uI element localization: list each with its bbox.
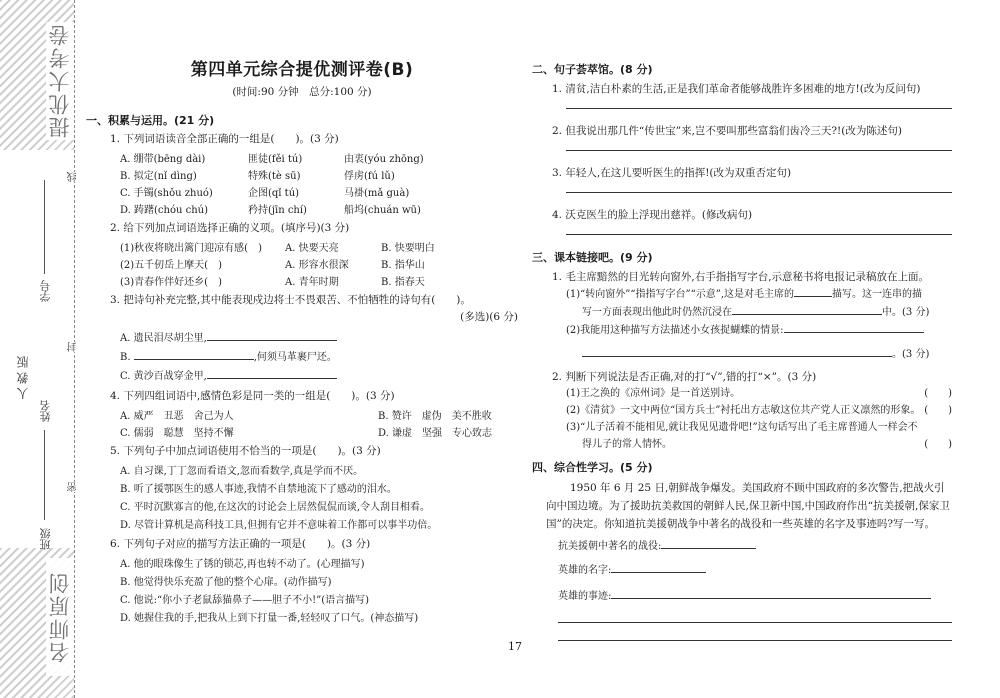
s3-q1a-mid: 描写。这一连串的描 — [832, 289, 923, 300]
s2-q3-answer-line[interactable] — [566, 191, 952, 193]
name-blank[interactable] — [44, 430, 45, 520]
q1-d2: 矜持(jīn chí) — [248, 205, 307, 216]
q3-c-text: C. 黄沙百战穿金甲, — [120, 371, 207, 382]
s2-q1: 1. 清贫,洁白朴素的生活,正是我们革命者能够战胜许多困难的地方!(改为反问句) — [552, 83, 921, 95]
q3-c-blank[interactable] — [207, 367, 337, 379]
s4-deed-label: 英雄的事迹: — [558, 591, 612, 602]
q4-a[interactable]: A. 威严 丑恶 舍己为人 — [120, 411, 234, 422]
s2-q2: 2. 但我说出那几件“传世宝”来,岂不要叫那些富翁们齿冷三天?!(改为陈述句) — [552, 125, 902, 137]
s4-hero-blank[interactable] — [611, 561, 706, 573]
q2-2: (2)五千仞岳上摩天( ) — [120, 260, 222, 271]
s3-q2-item1-text: (1)王之涣的《凉州词》是一首送别诗。 — [566, 388, 741, 399]
s3-q2-item1 — [566, 385, 952, 402]
s3-q1b-blank1[interactable] — [784, 321, 924, 333]
name-label: 姓名 — [39, 400, 52, 422]
page-title: 第四单元综合提优测评卷(B) — [190, 60, 414, 80]
q1-d1[interactable]: D. 踌躇(chóu chú) — [120, 205, 208, 216]
s4-hero-row — [558, 561, 952, 579]
s3-q1b-blank2[interactable] — [582, 345, 892, 357]
q2-1: (1)秋夜将晓出篱门迎凉有感( ) — [120, 243, 262, 254]
s3-q1b-line2 — [582, 345, 952, 363]
cut-word-secret: 密 — [68, 482, 79, 492]
s3-q1a-pre: (1)“转向窗外”“指指写字台”“示意”,这是对毛主席的 — [566, 289, 795, 300]
q3-line-c — [120, 367, 518, 386]
class-label: 班级 — [39, 528, 52, 550]
q2-3b: B. 指春天 — [381, 277, 425, 288]
q1-b1[interactable]: B. 拟定(nǐ dìng) — [120, 171, 197, 182]
q4-b[interactable]: B. 赞许 虚伪 美不胜收 — [378, 411, 492, 422]
cut-word-line: 线 — [68, 172, 79, 182]
s3-q2-item2-text: (2)《清贫》一文中两位“国方兵士”衬托出方志敏这位共产党人正义凛然的形象。 — [566, 405, 921, 416]
s3-q1a-line2-pre: 写一方面表现出他此时仍然沉浸在 — [582, 307, 732, 318]
q2-3a: A. 青年时期 — [285, 277, 339, 288]
s3-q1: 1. 毛主席黯然的目光转向窗外,右手指指写字台,示意秘书将电报记录稿放在上面。 — [552, 271, 930, 283]
q1-a2: 匪徒(fěi tú) — [248, 154, 303, 165]
s4-deed-blank1[interactable] — [611, 587, 931, 599]
cut-word-seal: 封 — [68, 342, 79, 352]
q4-d[interactable]: D. 谦虚 坚强 专心致志 — [378, 428, 493, 439]
s4-deed-blank2[interactable] — [558, 621, 952, 623]
question-5-stem: 5. 下列句子中加点词语使用不恰当的一项是( )。(3 分) — [110, 445, 381, 457]
question-2-options — [120, 240, 518, 291]
question-1-options — [120, 151, 518, 219]
edition-label: 人 教 版 — [16, 356, 30, 400]
q3-a-blank[interactable] — [207, 329, 337, 341]
section-4-heading: 四、综合性学习。(5 分) — [532, 461, 653, 474]
q2-1b: B. 快要明白 — [381, 243, 435, 254]
student-no-label: 学号 — [39, 280, 52, 302]
binding-sidebar — [0, 0, 78, 698]
s3-q2-item3-answer[interactable]: ( ) — [924, 439, 952, 450]
question-1-stem: 1. 下列词语读音全部正确的一组是( )。(3 分) — [110, 133, 339, 145]
q6-b[interactable]: B. 他觉得快乐充盈了他的整个心扉。(动作描写) — [120, 577, 332, 588]
s3-q2-item3: (3)“儿子活着不能相见,就让我见见遗骨吧!”这句话写出了毛主席普通人一样会不 — [566, 422, 918, 433]
q6-c[interactable]: C. 他说:“你小子老鼠舔猫鼻子——胆子不小!”(语言描写) — [120, 595, 370, 606]
s3-q2-item2-answer[interactable]: ( ) — [924, 405, 952, 416]
left-column — [86, 55, 518, 628]
q1-a3: 由衷(yóu zhōng) — [344, 154, 424, 165]
s4-paragraph: 1950 年 6 月 25 日,朝鲜战争爆发。美国政府不顾中国政府的多次警告,把战火引向中国边境。为了援助抗美救国的朝鲜人民,保卫新中国,中国政府作出“抗美援朝,保家卫国”的决定。你知道抗美援朝战争中著名的战役和一些英雄的名字及事迹吗?写一写。 — [546, 482, 950, 530]
s2-q2-answer-line[interactable] — [566, 149, 952, 151]
question-4-stem: 4. 下列四组词语中,感情色彩是同一类的一组是( )。(3 分) — [110, 390, 395, 402]
s3-q1a-blank1[interactable] — [794, 285, 832, 297]
q5-b[interactable]: B. 听了援鄂医生的感人事迹,我情不自禁地流下了感动的泪水。 — [120, 484, 397, 495]
exam-meta: (时间:90 分钟 总分:100 分) — [232, 86, 372, 98]
s2-q3: 3. 年轻人,在这儿要听医生的指挥!(改为双重否定句) — [552, 167, 792, 179]
q2-2b: B. 指华山 — [381, 260, 425, 271]
q1-d3: 船坞(chuán wū) — [344, 205, 421, 216]
s3-q2-item1-answer[interactable]: ( ) — [924, 388, 952, 399]
q6-a[interactable]: A. 他的眼珠像生了锈的锁芯,再也转不动了。(心理描写) — [120, 559, 365, 570]
s4-deed-blank3[interactable] — [558, 639, 952, 641]
q5-a[interactable]: A. 自习课,丁丁忽而看语文,忽而看数学,真是学而不厌。 — [120, 466, 364, 477]
s2-q1-answer-line[interactable] — [566, 107, 952, 109]
q6-d[interactable]: D. 她握住我的手,把我从上到下打量一番,轻轻叹了口气。(神态描写) — [120, 613, 419, 624]
s3-q2-item3-cont-text: 得儿子的常人情怀。 — [582, 439, 672, 450]
q1-b3: 俘虏(fú lǔ) — [344, 171, 395, 182]
q4-c[interactable]: C. 儒弱 聪慧 坚持不懈 — [120, 428, 234, 439]
section-3-heading: 三、课本链接吧。(9 分) — [532, 251, 653, 264]
question-3-note: (多选)(6 分) — [460, 311, 518, 323]
q3-line-a — [120, 329, 518, 348]
s3-q2-item3-cont — [582, 436, 952, 453]
student-no-blank[interactable] — [44, 180, 45, 274]
section-2-heading: 二、句子荟萃馆。(8 分) — [532, 63, 653, 76]
brand-logo-bottom: 名师原创 — [46, 558, 74, 676]
q3-b-blank[interactable] — [134, 348, 254, 360]
s4-battle-row — [558, 537, 952, 555]
s3-q1b-text: (2)我能用这种描写方法描述小女孩捉蝴蝶的情景: — [566, 325, 784, 336]
s4-battle-label: 抗美援朝中著名的战役: — [558, 541, 662, 552]
q1-a1[interactable]: A. 绷带(bēng dài) — [120, 154, 206, 165]
s3-q2-item2 — [566, 402, 952, 419]
s3-q1a-line1 — [566, 285, 952, 303]
q3-b-text: ,何须马革裹尸还。 — [253, 352, 337, 363]
s4-deed-row — [558, 587, 952, 605]
q2-2a: A. 形容水很深 — [285, 260, 349, 271]
s3-q1a-line2 — [582, 303, 952, 321]
q2-1a: A. 快要天亮 — [285, 243, 339, 254]
brand-logo-top: 提优大考卷 — [48, 23, 72, 139]
right-column — [532, 58, 952, 641]
s3-q1a-line2-end: 中。(3 分) — [882, 307, 930, 318]
page-number: 17 — [508, 640, 522, 653]
q2-3: (3)青春作伴好还乡( ) — [120, 277, 222, 288]
q1-b2: 特殊(tè sū) — [248, 171, 301, 182]
section-1-heading: 一、积累与运用。(21 分) — [86, 114, 215, 127]
q3-a-text: A. 遗民泪尽胡尘里, — [120, 333, 207, 344]
question-2-stem: 2. 给下列加点词语选择正确的义项。(填序号)(3 分) — [110, 222, 350, 234]
question-3-stem: 3. 把诗句补充完整,其中能表现戍边将士不畏艰苦、不怕牺牲的诗句有( )。 — [110, 294, 471, 306]
s2-q4: 4. 沃克医生的脸上浮现出慈祥。(修改病句) — [552, 209, 753, 221]
s3-q2: 2. 判断下列说法是否正确,对的打“√”,错的打“×”。(3 分) — [552, 371, 817, 383]
s3-q1b-end: 。(3 分) — [892, 349, 930, 360]
question-6-stem: 6. 下列句子对应的描写方法正确的一项是( )。(3 分) — [110, 538, 371, 550]
q1-c2: 企图(qǐ tú) — [248, 188, 300, 199]
s2-q4-answer-line[interactable] — [566, 233, 952, 235]
q1-c3: 马褂(mǎ guà) — [344, 188, 410, 199]
s3-q1a-blank2[interactable] — [732, 303, 882, 315]
s4-hero-label: 英雄的名字: — [558, 565, 612, 576]
q5-c[interactable]: C. 平时沉默寡言的他,在这次的讨论会上居然侃侃而谈,令人刮目相看。 — [120, 502, 431, 513]
q1-c1[interactable]: C. 手镯(shǒu zhuó) — [120, 188, 213, 199]
question-4-options — [120, 408, 518, 442]
q3-line-b: B. ,何须马革裹尸还。 — [120, 348, 518, 367]
s3-q1b-line1 — [566, 321, 952, 339]
s4-battle-blank[interactable] — [661, 537, 756, 549]
q5-d[interactable]: D. 尽管计算机是高科技工具,但拥有它并不意味着工作都可以事半功倍。 — [120, 520, 438, 531]
